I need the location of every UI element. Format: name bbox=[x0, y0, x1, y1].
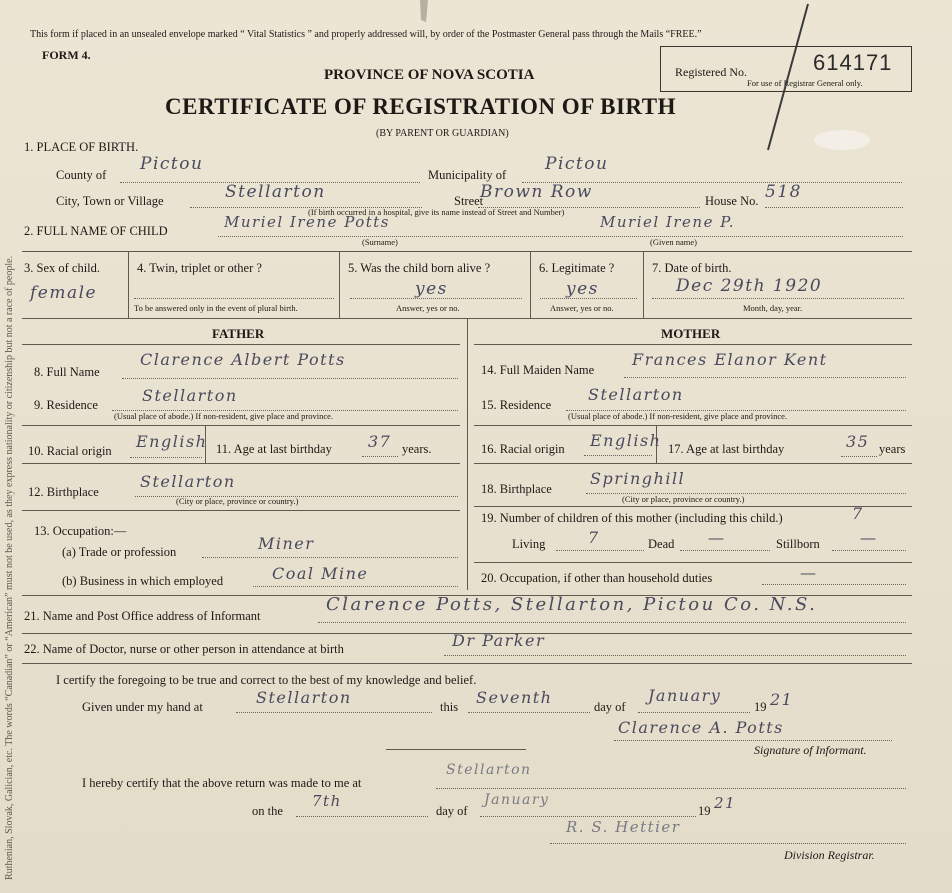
mother-birthplace-label: 18. Birthplace bbox=[481, 482, 552, 496]
city-label: City, Town or Village bbox=[56, 194, 164, 208]
children-count-label: 19. Number of children of this mother (including this child.) bbox=[481, 511, 783, 525]
envelope-note: This form if placed in an unsealed envelope marked “ Vital Statistics ” and properly addressed will, by order of the Postmaster General pass through the Mails “FREE.” bbox=[30, 29, 702, 40]
registrar-use-note: For use of Registrar General only. bbox=[747, 78, 863, 88]
dead-value: — bbox=[708, 528, 726, 547]
certification-year-value: 21 bbox=[770, 690, 794, 709]
father-birthplace-value: Stellarton bbox=[140, 472, 236, 491]
alive-note: Answer, yes or no. bbox=[396, 303, 460, 313]
certification-day-of-label: day of bbox=[594, 700, 626, 714]
trade-label: (a) Trade or profession bbox=[62, 545, 177, 559]
mother-residence-label: 15. Residence bbox=[481, 398, 552, 412]
mother-racial-value: English bbox=[590, 431, 662, 450]
given-name-caption: (Given name) bbox=[650, 237, 697, 247]
twin-note: To be answered only in the event of plural birth. bbox=[134, 303, 298, 313]
child-given-value: Muriel Irene P. bbox=[600, 213, 736, 231]
registered-number: 614171 bbox=[813, 50, 893, 75]
given-under-hand-label: Given under my hand at bbox=[82, 700, 203, 714]
registered-label: Registered No. bbox=[675, 65, 747, 79]
twin-label: 4. Twin, triplet or other ? bbox=[137, 261, 262, 275]
registrar-year-value: 21 bbox=[714, 794, 737, 812]
mother-age-label: 17. Age at last birthday bbox=[668, 442, 785, 456]
date-of-birth-value: Dec 29th 1920 bbox=[676, 276, 823, 296]
hospital-note: (If birth occurred in a hospital, give its name instead of Street and Number) bbox=[308, 207, 565, 217]
county-label: County of bbox=[56, 168, 107, 182]
county-value: Pictou bbox=[140, 154, 204, 174]
stillborn-value: — bbox=[860, 528, 878, 547]
registrar-signature: R. S. Hettier bbox=[566, 818, 681, 836]
registrar-year-prefix: 19 bbox=[698, 804, 711, 818]
street-label: Street bbox=[454, 194, 484, 208]
mother-occupation-value: — bbox=[800, 563, 818, 582]
house-value: 518 bbox=[765, 182, 802, 202]
mother-name-label: 14. Full Maiden Name bbox=[481, 363, 595, 377]
mother-birthplace-note: (City or place, province or country.) bbox=[622, 494, 745, 504]
date-of-birth-note: Month, day, year. bbox=[743, 303, 803, 313]
father-name-label: 8. Full Name bbox=[34, 365, 100, 379]
pencil-slash-mark bbox=[768, 4, 808, 150]
doctor-label: 22. Name of Doctor, nurse or other person in attendance at birth bbox=[24, 642, 344, 656]
mother-racial-label: 16. Racial origin bbox=[481, 442, 565, 456]
page-subtitle: (BY PARENT OR GUARDIAN) bbox=[376, 128, 509, 139]
doctor-value: Dr Parker bbox=[452, 631, 546, 650]
child-surname-value: Muriel Irene Potts bbox=[224, 213, 390, 231]
stillborn-label: Stillborn bbox=[776, 537, 820, 551]
trade-value: Miner bbox=[258, 534, 315, 553]
place-of-birth-heading: 1. PLACE OF BIRTH. bbox=[24, 140, 139, 154]
alive-label: 5. Was the child born alive ? bbox=[348, 261, 491, 275]
father-age-label: 11. Age at last birthday bbox=[216, 442, 332, 456]
father-residence-note: (Usual place of abode.) If non-resident, give place and province. bbox=[114, 411, 334, 421]
children-count-value: 7 bbox=[852, 504, 864, 523]
sex-value: female bbox=[30, 283, 98, 303]
tear-mark bbox=[420, 0, 428, 22]
registrar-month-value: January bbox=[484, 792, 550, 808]
father-birthplace-note: (City or place, province or country.) bbox=[176, 496, 299, 506]
registrar-day-of-label: day of bbox=[436, 804, 468, 818]
mother-occupation-label: 20. Occupation, if other than household duties bbox=[481, 571, 713, 585]
father-residence-label: 9. Residence bbox=[34, 398, 98, 412]
child-name-label: 2. FULL NAME OF CHILD bbox=[24, 224, 168, 238]
form-number: FORM 4. bbox=[42, 48, 91, 62]
father-years: years. bbox=[402, 442, 432, 456]
given-place-value: Stellarton bbox=[256, 688, 352, 707]
alive-value: yes bbox=[415, 279, 448, 299]
living-value: 7 bbox=[588, 528, 600, 547]
certification-statement: I certify the foregoing to be true and correct to the best of my knowledge and belief. bbox=[56, 673, 477, 687]
city-value: Stellarton bbox=[225, 182, 326, 202]
father-age-value: 37 bbox=[368, 432, 392, 451]
registrar-place-value: Stellarton bbox=[446, 762, 532, 778]
mother-years: years bbox=[879, 442, 906, 456]
informant-signature: Clarence A. Potts bbox=[618, 718, 784, 737]
legitimate-value: yes bbox=[566, 279, 599, 299]
living-label: Living bbox=[512, 537, 546, 551]
informant-value: Clarence Potts, Stellarton, Pictou Co. N.S. bbox=[326, 594, 818, 615]
paper-scuff bbox=[814, 130, 870, 150]
certification-month-value: January bbox=[648, 686, 722, 705]
mother-name-value: Frances Elanor Kent bbox=[632, 350, 828, 369]
side-margin-note: Ruthenian, Slovak, Galician, etc. The words “Canadian” or “American” must not be used, as they express nationality or citizenship but not a race of people. bbox=[4, 255, 15, 880]
street-value: Brown Row bbox=[480, 182, 593, 202]
certification-year-prefix: 19 bbox=[754, 700, 767, 714]
father-name-value: Clarence Albert Potts bbox=[140, 350, 346, 369]
certification-day-value: Seventh bbox=[476, 688, 553, 707]
mother-residence-note: (Usual place of abode.) If non-resident, give place and province. bbox=[568, 411, 788, 421]
informant-label: 21. Name and Post Office address of Informant bbox=[24, 609, 261, 623]
page-title: CERTIFICATE OF REGISTRATION OF BIRTH bbox=[165, 94, 676, 119]
surname-caption: (Surname) bbox=[362, 237, 398, 247]
municipality-value: Pictou bbox=[545, 154, 609, 174]
father-occupation-label: 13. Occupation:— bbox=[34, 524, 127, 538]
date-of-birth-label: 7. Date of birth. bbox=[652, 261, 732, 275]
sex-label: 3. Sex of child. bbox=[24, 261, 101, 275]
informant-signature-caption: Signature of Informant. bbox=[754, 743, 867, 757]
this-label: this bbox=[440, 700, 459, 714]
father-heading: FATHER bbox=[212, 326, 265, 341]
mother-residence-value: Stellarton bbox=[588, 385, 684, 404]
business-value: Coal Mine bbox=[272, 564, 369, 583]
registrar-statement: I hereby certify that the above return was made to me at bbox=[82, 776, 362, 790]
father-birthplace-label: 12. Birthplace bbox=[28, 485, 99, 499]
legitimate-note: Answer, yes or no. bbox=[550, 303, 614, 313]
house-label: House No. bbox=[705, 194, 759, 208]
division-registrar-caption: Division Registrar. bbox=[784, 848, 875, 862]
legitimate-label: 6. Legitimate ? bbox=[539, 261, 615, 275]
municipality-label: Municipality of bbox=[428, 168, 507, 182]
father-racial-value: English bbox=[136, 432, 208, 451]
father-residence-value: Stellarton bbox=[142, 386, 238, 405]
mother-heading: MOTHER bbox=[661, 326, 721, 341]
mother-age-value: 35 bbox=[846, 432, 870, 451]
registrar-day-value: 7th bbox=[312, 792, 342, 810]
on-the-label: on the bbox=[252, 804, 283, 818]
province-title: PROVINCE OF NOVA SCOTIA bbox=[324, 67, 535, 83]
business-label: (b) Business in which employed bbox=[62, 574, 224, 588]
father-racial-label: 10. Racial origin bbox=[28, 444, 112, 458]
dead-label: Dead bbox=[648, 537, 675, 551]
mother-birthplace-value: Springhill bbox=[590, 469, 686, 488]
